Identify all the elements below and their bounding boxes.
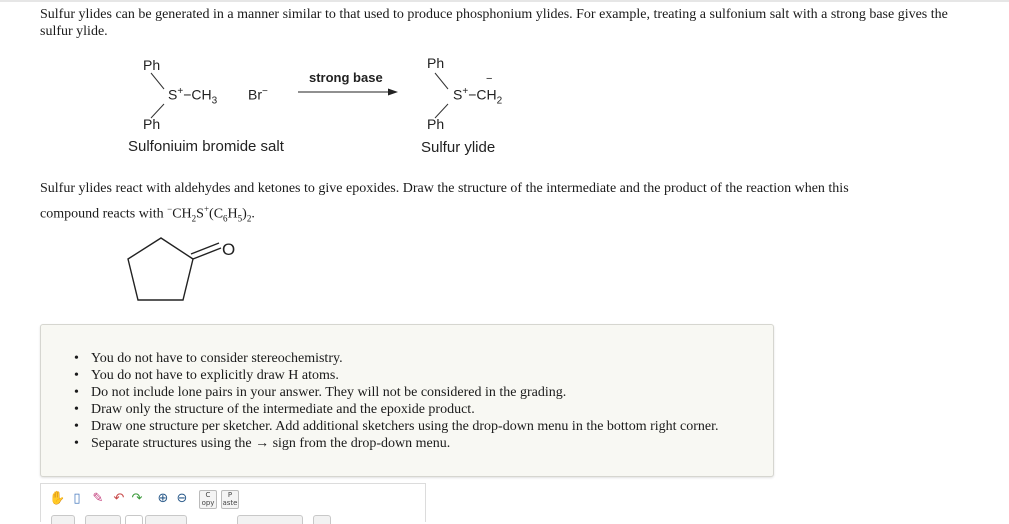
reagent-sub-6: 6: [223, 213, 228, 224]
paste-icon[interactable]: [221, 490, 239, 509]
eraser-icon[interactable]: ▯: [73, 491, 81, 506]
reagent-charge-minus: −: [167, 204, 173, 214]
reagent-part-c: (C: [209, 206, 224, 222]
copy-icon[interactable]: [199, 490, 217, 509]
reagent-charge-plus: +: [203, 204, 210, 214]
reagent-part-h: H: [227, 206, 238, 222]
reagent-part-close: ): [242, 206, 247, 222]
copy-label-top: C: [205, 491, 211, 499]
question-line-2: [40, 199, 970, 229]
reactant-phenyl-top: Ph: [143, 57, 161, 73]
bond-tool-button[interactable]: [51, 515, 75, 524]
bromide-symbol: Br: [248, 86, 262, 103]
question-line-1: Sulfur ylides react with aldehydes and ketones to give epoxides. Draw the structure of the intermediate and the product of the reaction when this: [40, 181, 849, 196]
reactant-methyl: −CH: [183, 86, 212, 103]
reagent-sub-2b: 2: [246, 213, 252, 224]
bond-type-button[interactable]: [85, 515, 121, 524]
product-plus-charge: +: [462, 86, 469, 97]
question-lead: compound reacts with: [40, 206, 168, 222]
reagent-part-s: S: [196, 206, 204, 222]
zoom-out-icon[interactable]: ⊖: [176, 491, 188, 506]
product-hydrogen: H: [486, 86, 497, 103]
ring-size-button[interactable]: [145, 515, 187, 524]
reagent-sub-2: 2: [191, 213, 197, 224]
redo-icon[interactable]: ↷: [131, 491, 143, 506]
instruction-item: • Draw only the structure of the intermediate and the epoxide product.: [91, 401, 719, 418]
undo-icon[interactable]: ↶: [113, 491, 125, 506]
instruction-item: • You do not have to explicitly draw H atoms.: [91, 367, 719, 384]
reaction-arrow-label: strong base: [309, 70, 383, 85]
carbonyl-bond-1: [193, 248, 221, 259]
pencil-icon[interactable]: ✎: [92, 491, 104, 506]
instruction-item: • Separate structures using the → sign from the drop-down menu.: [91, 435, 719, 452]
copy-label-bottom: opy: [201, 499, 215, 507]
atom-tool-button[interactable]: [237, 515, 303, 524]
product-caption: Sulfur ylide: [421, 139, 496, 156]
carbonyl-oxygen-label: O: [222, 240, 236, 259]
paste-label-top: P: [227, 491, 233, 499]
instructions-box: [40, 324, 774, 477]
bromide-charge: −: [262, 86, 268, 97]
product-methylene-subscript: 2: [496, 95, 503, 107]
reactant-sulfonium-group: [168, 86, 217, 106]
reactant-methyl-subscript: 3: [211, 95, 218, 107]
product-ylide-group: [453, 86, 502, 106]
question-paragraph: [40, 178, 970, 229]
reactant-phenyl-bottom: Ph: [143, 116, 161, 132]
instruction-item: • You do not have to consider stereochemistry.: [91, 350, 719, 367]
reactant-caption: Sulfoniuim bromide salt: [128, 138, 284, 155]
reagent-sub-5: 5: [237, 213, 243, 224]
reactant-sulfur: S: [168, 86, 178, 103]
intro-paragraph: Sulfur ylides can be generated in a manner similar to that used to produce phosphonium ylides. For example, treating a sulfonium salt with a strong base gives the sulfur ylide.: [40, 7, 948, 39]
reactant-plus-charge: +: [177, 86, 184, 97]
product-ph-top-bond: [435, 73, 448, 89]
bromide-counterion: [248, 86, 268, 103]
product-phenyl-bottom: Ph: [427, 116, 445, 132]
sketcher-toolbar: [40, 483, 426, 522]
product-sulfur: S: [453, 86, 463, 103]
product-phenyl-top: Ph: [427, 55, 445, 71]
hand-icon[interactable]: ✋: [49, 491, 66, 506]
charge-tool-button[interactable]: [313, 515, 331, 524]
zoom-in-icon[interactable]: ⊕: [157, 491, 169, 506]
reagent-end: .: [251, 206, 255, 222]
paste-label-bottom: aste: [222, 499, 238, 507]
cyclopentane-ring: [128, 238, 193, 300]
product-carbon: −C: [468, 86, 487, 103]
instructions-list: [91, 350, 719, 452]
ring-tool-button[interactable]: [125, 515, 143, 524]
reagent-part-ch: CH: [172, 206, 192, 222]
carbonyl-bond-2: [191, 243, 219, 254]
reactant-ph-top-bond: [151, 73, 164, 89]
instruction-item: • Do not include lone pairs in your answer. They will not be considered in the grading.: [91, 384, 719, 401]
product-carbanion-charge: −: [486, 73, 493, 85]
instruction-item: • Draw one structure per sketcher. Add additional sketchers using the drop-down menu in the bottom right corner.: [91, 418, 719, 435]
reaction-arrow-head: [388, 89, 398, 96]
